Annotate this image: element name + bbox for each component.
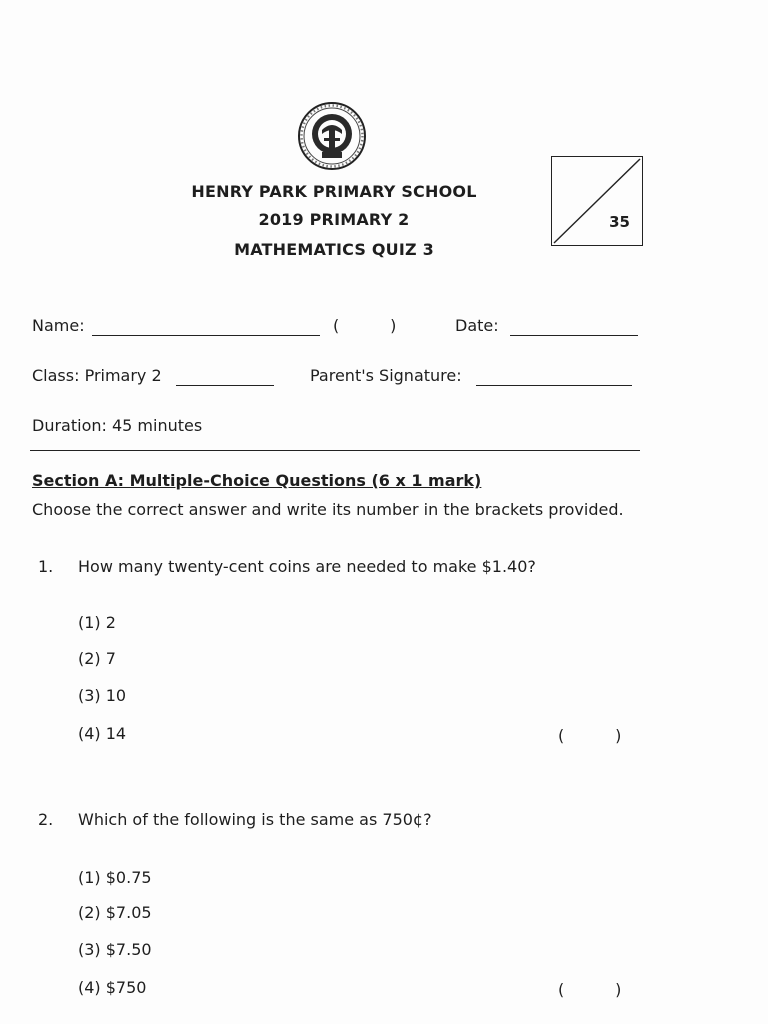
question-1-option-1: (1) 2	[78, 613, 116, 632]
question-1-answer-brackets[interactable]: ( )	[558, 726, 622, 745]
school-crest-icon	[296, 100, 368, 172]
duration-label: Duration: 45 minutes	[32, 416, 203, 435]
class-field[interactable]	[176, 385, 274, 386]
question-1-option-3: (3) 10	[78, 686, 127, 705]
name-label: Name:	[32, 316, 85, 335]
class-label: Class: Primary 2	[32, 366, 162, 385]
date-label: Date:	[455, 316, 499, 335]
question-2-number: 2.	[38, 810, 54, 829]
question-2-text: Which of the following is the same as 750¢?	[78, 810, 432, 829]
question-2-option-2: (2) $7.05	[78, 903, 152, 922]
school-name: HENRY PARK PRIMARY SCHOOL	[191, 182, 477, 201]
question-1-option-2: (2) 7	[78, 649, 116, 668]
date-field[interactable]	[510, 335, 638, 336]
name-field[interactable]	[92, 335, 320, 336]
question-1-number: 1.	[38, 557, 54, 576]
score-box	[551, 156, 643, 246]
parent-signature-field[interactable]	[476, 385, 632, 386]
question-2-option-3: (3) $7.50	[78, 940, 152, 959]
question-2-option-1: (1) $0.75	[78, 868, 152, 887]
register-number-brackets[interactable]: ( )	[333, 316, 397, 335]
question-1-text: How many twenty-cent coins are needed to make $1.40?	[78, 557, 536, 576]
total-marks: 35	[609, 213, 630, 231]
quiz-title: MATHEMATICS QUIZ 3	[234, 240, 434, 259]
divider	[30, 450, 640, 451]
question-2-answer-brackets[interactable]: ( )	[558, 980, 622, 999]
section-a-instruction: Choose the correct answer and write its number in the brackets provided.	[32, 500, 624, 519]
question-2-option-4: (4) $750	[78, 978, 147, 997]
year-level: 2019 PRIMARY 2	[258, 210, 410, 229]
section-a-title: Section A: Multiple-Choice Questions (6 x 1 mark)	[32, 471, 482, 490]
question-1-option-4: (4) 14	[78, 724, 127, 743]
parent-signature-label: Parent's Signature:	[310, 366, 462, 385]
